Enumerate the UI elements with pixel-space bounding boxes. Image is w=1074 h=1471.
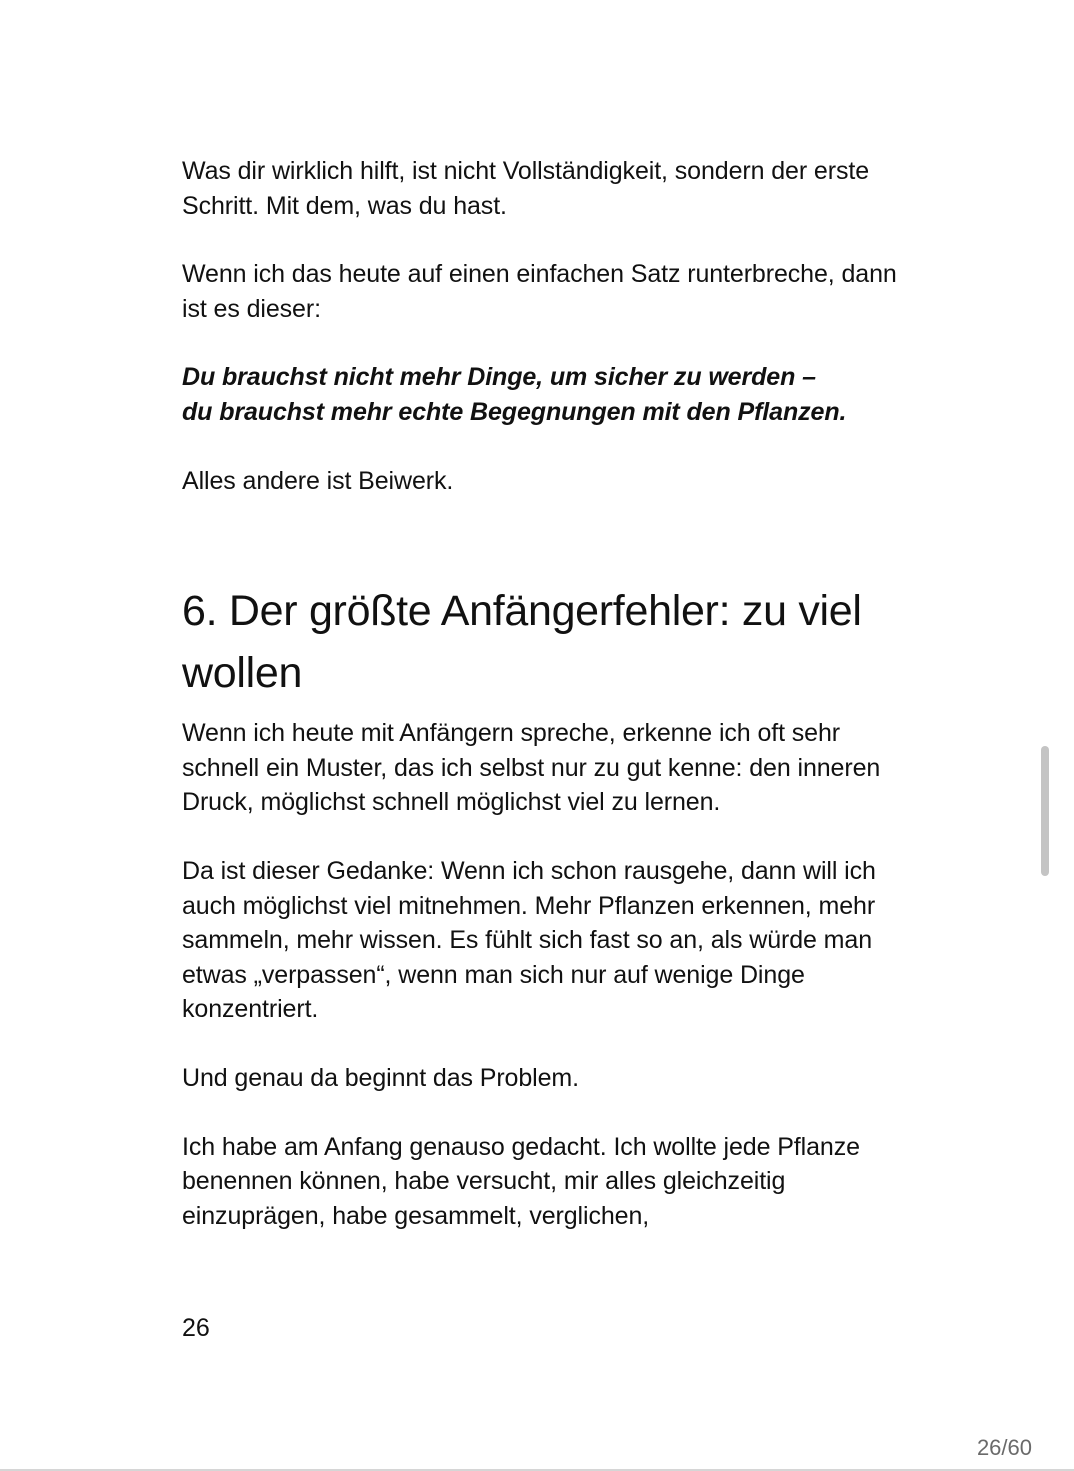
- emphasis-line: du brauchst mehr echte Begegnungen mit den Pflanzen.: [182, 397, 847, 426]
- page-content: [182, 154, 912, 1267]
- emphasis-line: Du brauchst nicht mehr Dinge, um sicher zu werden –: [182, 363, 816, 392]
- paragraph: Da ist dieser Gedanke: Wenn ich schon rausgehe, dann will ich auch möglichst viel mitnehmen. Mehr Pflanzen erkennen, mehr sammeln, mehr wissen. Es fühlt sich fast so an, als würde man etwas „verpassen“, wenn man sich nur auf wenige Dinge konzentriert.: [182, 856, 876, 1024]
- page-number: 26: [182, 1314, 210, 1342]
- emphasis-paragraph: [182, 360, 912, 429]
- paragraph: Was dir wirklich hilft, ist nicht Vollständigkeit, sondern der erste Schritt. Mit dem, was du hast.: [182, 157, 869, 220]
- paragraph: Ich habe am Anfang genauso gedacht. Ich wollte jede Pflanze benennen können, habe versucht, mir alles gleichzeitig einzuprägen, habe gesammelt, verglichen,: [182, 1132, 860, 1230]
- paragraph: Und genau da beginnt das Problem.: [182, 1063, 579, 1092]
- paragraph: Alles andere ist Beiwerk.: [182, 466, 454, 495]
- paragraph: Wenn ich das heute auf einen einfachen Satz runterbreche, dann ist es dieser:: [182, 260, 897, 323]
- page-indicator: 26/60: [976, 1435, 1032, 1460]
- scrollbar-thumb[interactable]: [1041, 746, 1049, 876]
- section-heading: 6. Der größte Anfängerfehler: zu viel wollen: [182, 587, 862, 698]
- paragraph: Wenn ich heute mit Anfängern spreche, erkenne ich oft sehr schnell ein Muster, das ich selbst nur zu gut kenne: den inneren Druck, möglichst schnell möglichst viel zu lernen.: [182, 719, 881, 817]
